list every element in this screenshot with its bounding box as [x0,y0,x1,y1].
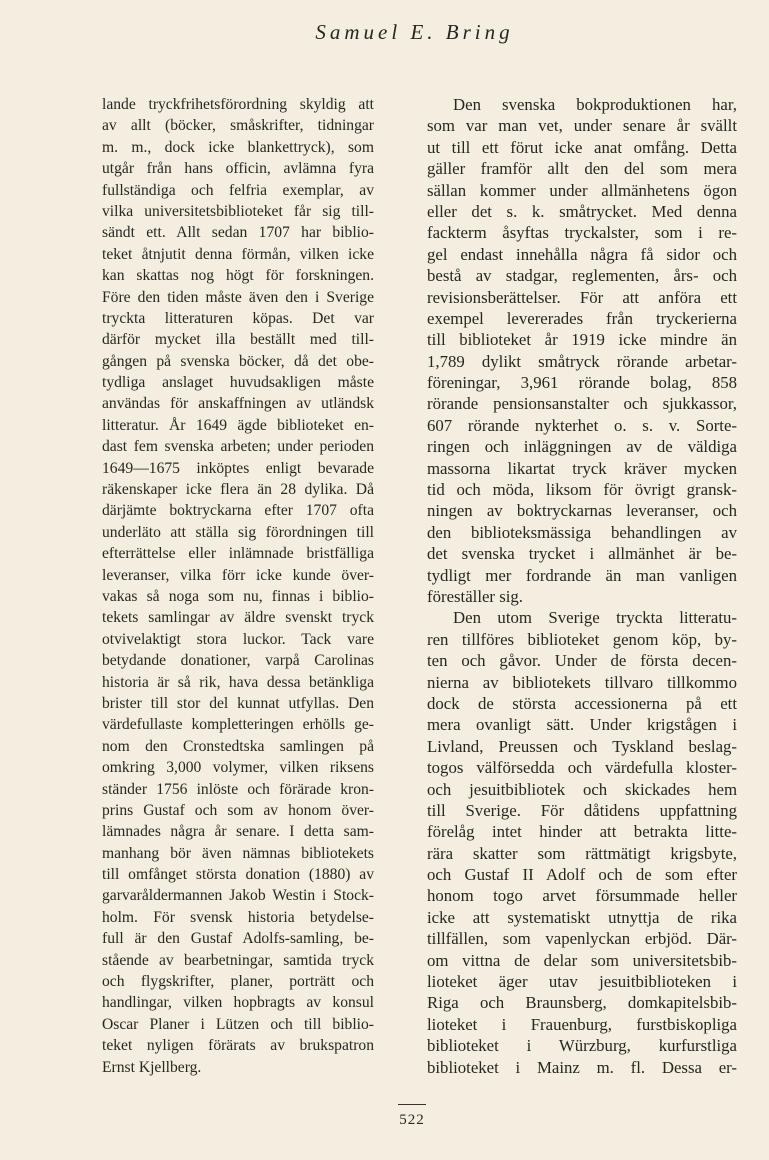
text-line: tid och möda, liksom för övrigt gransk- [427,480,737,500]
text-line: massorna likartat tryck kräver mycken [427,458,737,478]
text-line: gäller framför allt den del som mera [427,159,737,179]
text-line: räkenskaper icke flera än 28 dylika. Då [102,481,374,499]
text-line: ständer 1756 inlöste och förärade kron- [102,780,374,798]
text-line: Den utom Sverige tryckta litteratu- [453,608,737,628]
text-line: om vittna de delar som universitetsbib- [427,950,737,970]
text-line: lande tryckfrihetsförordning skyldig att [102,96,374,113]
text-line: lioteket i Frauenburg, furstbiskopliga [427,1014,737,1034]
text-line: tillfällen, som vapenlyckan erbjöd. Där- [427,929,737,949]
text-line: förelåg intet hinder att betrakta litte- [427,822,737,842]
text-line: tekets samlingar av äldre svenskt tryck [102,609,374,627]
text-line: till omfånget största donation (1880) av [102,866,374,884]
text-line: föreställer sig. [427,586,523,606]
text-line: mera ovanligt sätt. Under krigstågen i [427,715,737,735]
text-line: den biblioteksmässiga behandlingen av [427,522,737,542]
text-line: 1649—1675 inköptes enligt bevarade [102,459,374,477]
text-line: kan skattas nog högt för forskningen. [102,267,374,285]
page-number-rule [398,1104,426,1105]
text-line: handlingar, vilken hopbragts av konsul [102,994,374,1012]
text-line: togos välförsedda och värdefulla kloster- [427,758,737,778]
text-line: därför mycket illa beställt med till- [102,331,374,349]
text-line: föreningar, 3,961 rörande bolag, 858 [427,373,737,393]
text-line: fackterm åsyftas tryckalster, som i re- [427,223,737,243]
text-line: teket nyligen förärats av brukspatron [102,1037,374,1055]
text-line: Ernst Kjellberg. [102,1058,202,1076]
text-line: stående av bearbetningar, samtida tryck [102,951,374,969]
text-line: underläto att ställa sig förordningen till [102,523,374,541]
text-line: som var man vet, under senare år svällt [427,116,737,136]
text-line: biblioteket i Würzburg, kurfurstliga [427,1036,737,1056]
text-line: ren tillföres biblioteket genom köp, by- [427,629,737,649]
text-line: rörande pensionsanstalter och sjukkassor, [427,394,737,414]
text-line: m. m., dock icke blankettryck), som [102,138,374,156]
text-line: tydligt mer fordrande än man vanligen [427,565,737,585]
text-line: Riga och Braunsberg, domkapitelsbib- [427,993,737,1013]
text-line: historia är så rik, hava dessa betänkliga [102,673,374,691]
text-line: betydande donationer, varpå Carolinas [102,652,374,670]
text-line: av allt (böcker, småskrifter, tidningar [102,117,374,135]
text-line: dast fem svenska arbeten; under perioden [102,438,374,456]
text-line: och Gustaf II Adolf och de som efter [427,865,737,885]
text-line: det svenska trycket i allmänhet är be- [427,544,737,564]
text-line: till biblioteket år 1919 icke mindre än [427,330,737,350]
text-line: till Sverige. För dåtidens uppfattning [427,800,737,820]
text-line: värdefullaste kompletteringen erhölls ge- [102,716,374,734]
running-title: Samuel E. Bring [315,20,514,44]
text-line: brister till stor del kunnat utfyllas. Den [102,694,374,712]
text-line: holm. För svensk historia betydelse- [102,908,374,926]
text-line: teket åtnjutit denna förmån, vilken icke [102,245,374,263]
text-line: användas för anskaffningen av utländsk [102,395,374,413]
text-line: tydliga anslaget huvudsakligen måste [102,374,374,392]
text-line: otvivelaktigt stora luckor. Tack vare [102,630,374,648]
text-line: ningen av boktryckarnas leveranser, och [427,501,737,521]
text-line: sällan kommer under allmänhetens ögon [427,180,737,200]
text-line: garvaråldermannen Jakob Westin i Stock- [102,887,374,905]
text-line: eller det s. k. småtrycket. Med denna [427,201,737,221]
text-line: lioteket äger utav jesuitbiblioteken i [427,972,737,992]
text-line: ten och gåvor. Under de första decen- [427,651,737,671]
text-line: nom den Cronstedtska samlingen på [102,737,374,755]
text-line: icke att systematiskt utnyttja de rika [427,907,737,927]
text-line: och flygskrifter, planer, porträtt och [102,973,374,991]
text-line: ringen och inläggningen av de väldiga [427,437,737,457]
text-line: fullständiga och felfria exemplar, av [102,181,374,199]
text-line: lämnades några år senare. I detta sam- [102,823,374,841]
text-line: rära skatter som rättmätigt krigsbyte, [427,843,737,863]
text-line: därjämte boktryckarna efter 1707 ofta [102,502,374,520]
text-line: biblioteket i Mainz m. fl. Dessa er- [427,1057,737,1077]
text-line: 1,789 dylikt småtryck rörande arbetar- [427,351,737,371]
text-line: Oscar Planer i Lützen och till biblio- [102,1015,374,1033]
text-line: bestå av stadgar, reglementen, års- och [427,266,737,286]
text-line: omkring 3,000 volymer, vilken riksens [102,759,374,777]
text-line: 607 rörande nykterhet o. s. v. Sorte- [427,415,737,435]
text-line: honom togo arvet försummade heller [427,886,737,906]
text-line: efterrättelse eller inlämnade bristfälliga [102,545,374,563]
text-line: litteratur. År 1649 ägde biblioteket en- [102,416,374,434]
text-line: nierna av bibliotekets tillvaro tillkommo [427,672,737,692]
text-line: sändt ett. Allt sedan 1707 har biblio- [102,224,374,242]
text-line: Livland, Preussen och Tyskland beslag- [427,736,737,756]
text-line: Den svenska bokproduktionen har, [453,95,737,114]
text-line: manhang bör även nämnas bibliotekets [102,844,374,862]
text-line: revisionsberättelser. För att anföra ett [427,287,737,307]
text-line: dock de största accessionerna på ett [427,693,737,713]
text-line: och jesuitbibliotek och skickades hem [427,779,737,799]
right-text-column [427,94,737,1078]
text-line: ut till ett förut icke anat omfång. Detta [427,137,737,157]
text-line: utgår från hans officin, avlämna fyra [102,160,374,178]
text-line: vilka universitetsbiblioteket får sig till- [102,202,374,220]
left-text-column [102,94,374,1078]
text-line: leveranser, vilka förr icke kunde över- [102,566,374,584]
text-line: prins Gustaf och som av honom över- [102,801,374,819]
text-line: gången på svenska böcker, då det obe- [102,352,374,370]
text-line: exempel levererades från tryckerierna [427,308,737,328]
text-line: Före den tiden måste även den i Sverige [102,288,374,306]
text-line: vakas så noga som nu, finnas i biblio- [102,587,374,605]
page-number: 522 [399,1112,425,1128]
text-line: gel endast innehålla några få sidor och [427,244,737,264]
text-line: full är den Gustaf Adolfs-samling, be- [102,930,374,948]
text-line: tryckta litteraturen köpas. Det var [102,309,374,327]
